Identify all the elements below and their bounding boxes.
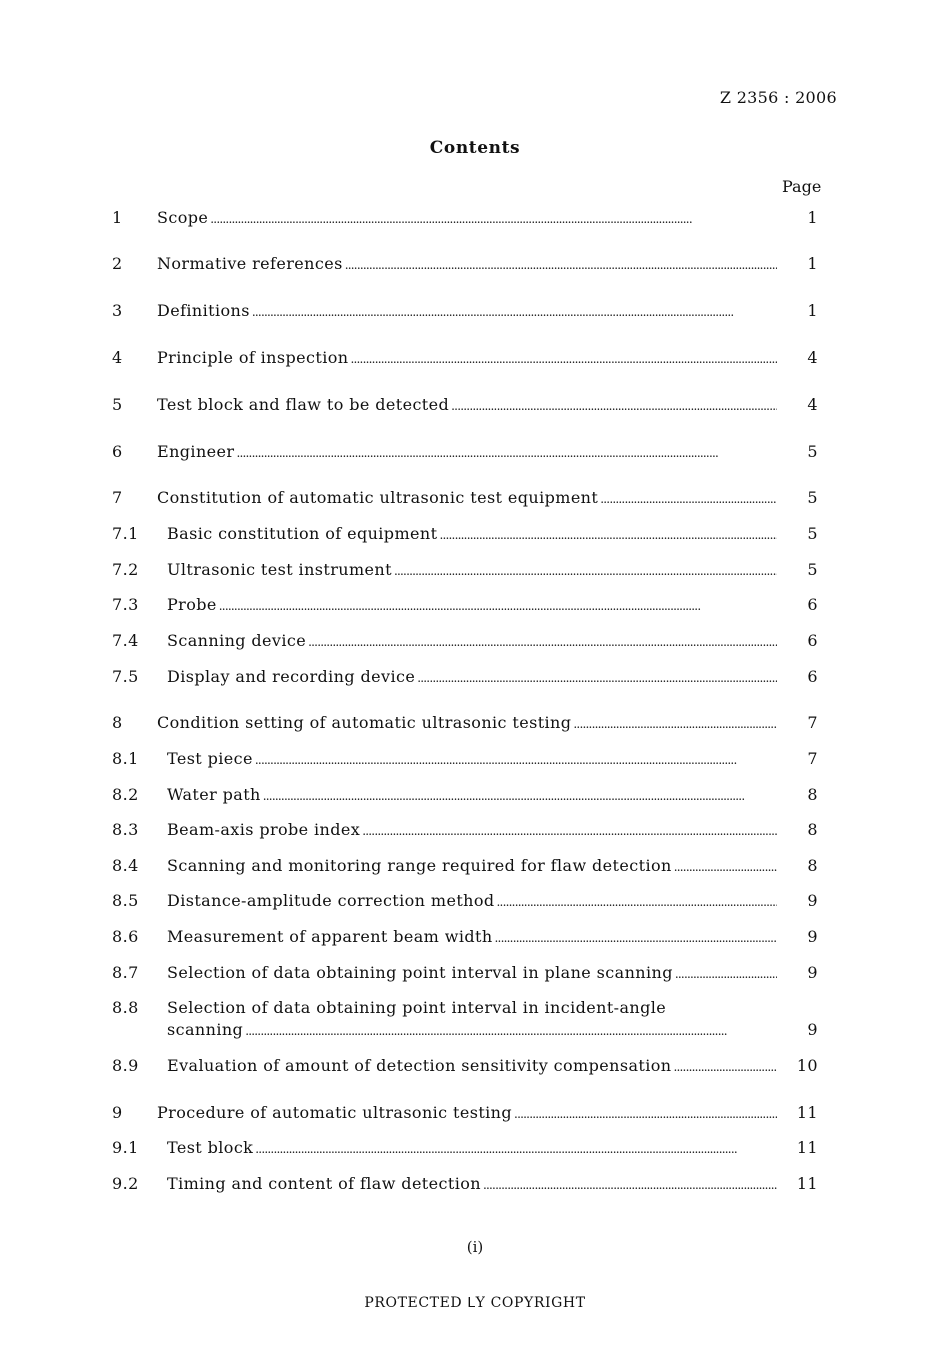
toc-title-continuation: scanning bbox=[167, 1020, 244, 1039]
leader-dots bbox=[255, 1137, 777, 1160]
toc-number: 4 bbox=[112, 348, 123, 367]
toc-page: 6 bbox=[807, 667, 818, 686]
toc-page: 11 bbox=[796, 1103, 818, 1122]
toc-number: 8.2 bbox=[112, 785, 139, 804]
toc-page: 11 bbox=[796, 1138, 818, 1157]
page-column-label: Page bbox=[782, 177, 822, 196]
toc-title: Selection of data obtaining point interval in incident-angle bbox=[167, 998, 667, 1017]
toc-number: 8.5 bbox=[112, 891, 139, 910]
toc-number: 9 bbox=[112, 1103, 123, 1122]
toc-page: 4 bbox=[807, 395, 818, 414]
toc-page: 9 bbox=[807, 1020, 818, 1039]
leader-dots bbox=[497, 890, 777, 913]
toc-title: Selection of data obtaining point interval in plane scanning bbox=[167, 963, 673, 982]
toc-page: 10 bbox=[796, 1056, 818, 1075]
leader-dots bbox=[252, 300, 777, 323]
toc-number: 3 bbox=[112, 301, 123, 320]
leader-dots bbox=[236, 441, 777, 464]
toc-title: Procedure of automatic ultrasonic testing bbox=[157, 1103, 513, 1122]
toc-number: 6 bbox=[112, 442, 123, 461]
toc-number: 7.2 bbox=[112, 560, 139, 579]
toc-title: Principle of inspection bbox=[157, 348, 349, 367]
toc-number: 7 bbox=[112, 488, 123, 507]
toc-number: 7.5 bbox=[112, 667, 139, 686]
toc-title: Ultrasonic test instrument bbox=[167, 560, 392, 579]
toc-title: Scanning device bbox=[167, 631, 307, 650]
toc-number: 8 bbox=[112, 713, 123, 732]
leader-dots bbox=[255, 748, 777, 771]
leader-dots bbox=[514, 1102, 777, 1125]
toc-page: 5 bbox=[807, 442, 818, 461]
toc-page: 7 bbox=[807, 749, 818, 768]
toc-page: 6 bbox=[807, 631, 818, 650]
leader-dots bbox=[263, 784, 777, 807]
toc-title: Test block and flaw to be detected bbox=[157, 395, 450, 414]
toc-title: Engineer bbox=[157, 442, 235, 461]
toc-title: Condition setting of automatic ultrasonic testing bbox=[157, 713, 572, 732]
page-folio: (i) bbox=[466, 1238, 484, 1256]
toc-page: 4 bbox=[807, 348, 818, 367]
leader-dots bbox=[675, 962, 777, 985]
leader-dots bbox=[219, 594, 777, 617]
toc-page: 5 bbox=[807, 488, 818, 507]
toc-number: 1 bbox=[112, 208, 123, 227]
copyright-footer: PROTECTED ᒪY COPYRIGHT bbox=[364, 1295, 586, 1311]
leader-dots bbox=[245, 1019, 777, 1042]
toc-title: Distance-amplitude correction method bbox=[167, 891, 495, 910]
toc-title: Basic constitution of equipment bbox=[167, 524, 438, 543]
toc-number: 8.4 bbox=[112, 856, 139, 875]
toc-number: 8.1 bbox=[112, 749, 139, 768]
toc-page: 8 bbox=[807, 820, 818, 839]
toc-title: Timing and content of flaw detection bbox=[167, 1174, 481, 1193]
toc-page: 9 bbox=[807, 927, 818, 946]
toc-page: 6 bbox=[807, 595, 818, 614]
toc-number: 7.1 bbox=[112, 524, 139, 543]
toc-number: 9.1 bbox=[112, 1138, 139, 1157]
leader-dots bbox=[350, 347, 777, 370]
toc-page: 1 bbox=[807, 301, 818, 320]
toc-number: 8.6 bbox=[112, 927, 139, 946]
page-title: Contents bbox=[429, 138, 521, 158]
leader-dots bbox=[362, 819, 777, 842]
leader-dots bbox=[600, 487, 777, 510]
toc-title: Scanning and monitoring range required for flaw detection bbox=[167, 856, 672, 875]
toc-title: Normative references bbox=[157, 254, 343, 273]
toc-number: 2 bbox=[112, 254, 123, 273]
leader-dots bbox=[210, 207, 777, 230]
toc-page: 1 bbox=[807, 254, 818, 273]
toc-title: Display and recording device bbox=[167, 667, 416, 686]
leader-dots bbox=[483, 1173, 777, 1196]
toc-page: 8 bbox=[807, 785, 818, 804]
leader-dots bbox=[308, 630, 777, 653]
leader-dots bbox=[439, 523, 777, 546]
leader-dots bbox=[673, 1055, 777, 1078]
toc-number: 7.4 bbox=[112, 631, 139, 650]
toc-page: 7 bbox=[807, 713, 818, 732]
toc-page: 5 bbox=[807, 524, 818, 543]
toc-title: Measurement of apparent beam width bbox=[167, 927, 493, 946]
toc-title: Evaluation of amount of detection sensitivity compensation bbox=[167, 1056, 672, 1075]
toc-page: 11 bbox=[796, 1174, 818, 1193]
leader-dots bbox=[674, 855, 777, 878]
toc-number: 8.3 bbox=[112, 820, 139, 839]
toc-title: Beam-axis probe index bbox=[167, 820, 361, 839]
leader-dots bbox=[394, 559, 777, 582]
leader-dots bbox=[451, 394, 777, 417]
leader-dots bbox=[495, 926, 777, 949]
leader-dots bbox=[345, 253, 777, 276]
toc-number: 8.8 bbox=[112, 998, 139, 1017]
document-id: Z 2356 : 2006 bbox=[719, 88, 837, 107]
toc-number: 8.7 bbox=[112, 963, 139, 982]
toc-title: Scope bbox=[157, 208, 209, 227]
toc-title: Probe bbox=[167, 595, 217, 614]
toc-number: 5 bbox=[112, 395, 123, 414]
leader-dots bbox=[417, 666, 777, 689]
toc-number: 8.9 bbox=[112, 1056, 139, 1075]
toc-number: 9.2 bbox=[112, 1174, 139, 1193]
toc-page: 9 bbox=[807, 963, 818, 982]
toc-page: 5 bbox=[807, 560, 818, 579]
toc-number: 7.3 bbox=[112, 595, 139, 614]
toc-page: 9 bbox=[807, 891, 818, 910]
toc-title: Test block bbox=[167, 1138, 254, 1157]
toc-title: Water path bbox=[167, 785, 261, 804]
toc-title: Test piece bbox=[167, 749, 253, 768]
leader-dots bbox=[573, 712, 777, 735]
toc-page: 8 bbox=[807, 856, 818, 875]
toc-title: Constitution of automatic ultrasonic test equipment bbox=[157, 488, 599, 507]
toc-page: 1 bbox=[807, 208, 818, 227]
toc-title: Definitions bbox=[157, 301, 250, 320]
